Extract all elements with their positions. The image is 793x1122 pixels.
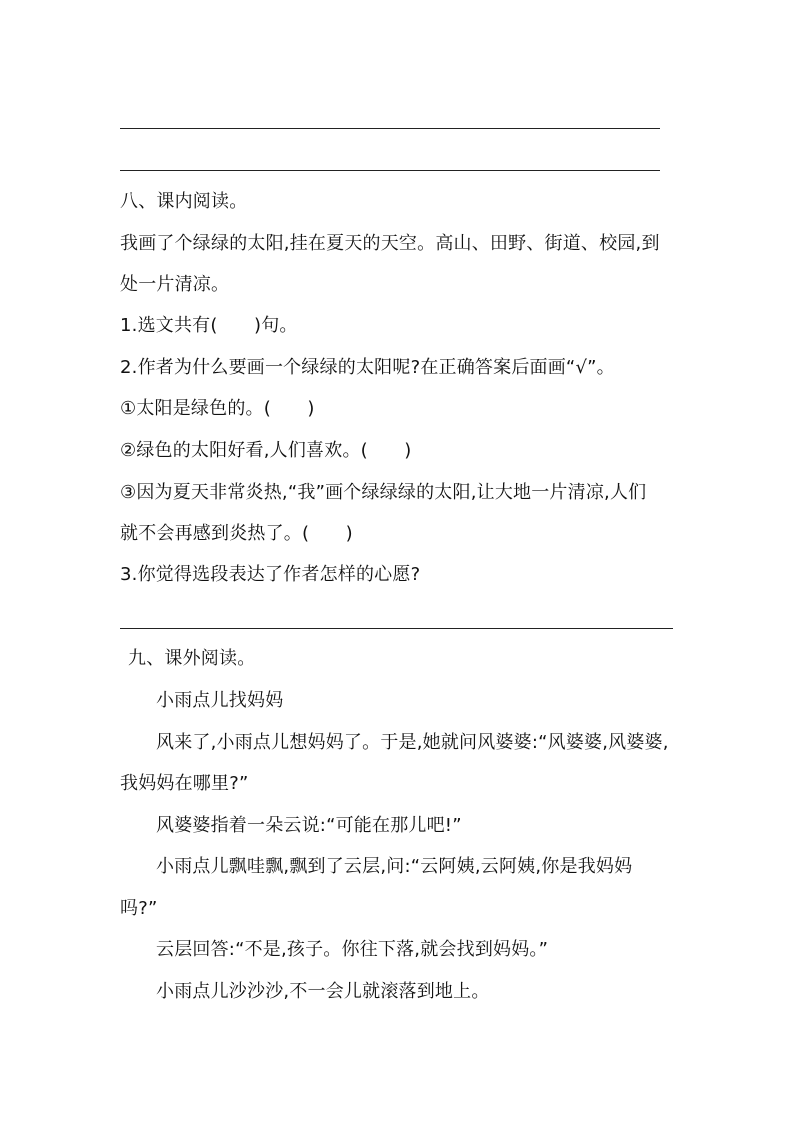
answer-line-3: [120, 628, 673, 629]
section8-heading: 八、课内阅读。: [120, 191, 248, 212]
option-2: ②绿色的太阳好看,人们喜欢。( ): [120, 440, 412, 461]
story-paragraph-3-line-1: 小雨点儿飘哇飘,飘到了云层,问:“云阿姨,云阿姨,你是我妈妈: [156, 856, 633, 877]
story-paragraph-1-line-1: 风来了,小雨点儿想妈妈了。于是,她就问风婆婆:“风婆婆,风婆婆,: [156, 732, 669, 753]
story-paragraph-4: 云层回答:“不是,孩子。你往下落,就会找到妈妈。”: [156, 939, 549, 960]
story-paragraph-3-line-2: 吗?”: [120, 898, 158, 919]
answer-line-2: [120, 170, 660, 171]
story-paragraph-2: 风婆婆指着一朵云说:“可能在那儿吧!”: [156, 815, 462, 836]
answer-line-1: [120, 128, 660, 129]
option-1: ①太阳是绿色的。( ): [120, 398, 315, 419]
section9-heading: 九、课外阅读。: [128, 648, 256, 669]
story-paragraph-5: 小雨点儿沙沙沙,不一会儿就滚落到地上。: [156, 981, 490, 1002]
section8-passage-line-1: 我画了个绿绿的太阳,挂在夏天的天空。高山、田野、街道、校园,到: [120, 233, 660, 254]
section8-passage-line-2: 处一片清凉。: [120, 274, 230, 295]
story-title: 小雨点儿找妈妈: [156, 690, 284, 711]
question-2: 2.作者为什么要画一个绿绿的太阳呢?在正确答案后面画“√”。: [120, 357, 615, 378]
option-3-line-1: ③因为夏天非常炎热,“我”画个绿绿绿的太阳,让大地一片清凉,人们: [120, 482, 647, 503]
option-3-line-2: 就不会再感到炎热了。( ): [120, 523, 353, 544]
question-1: 1.选文共有( )句。: [120, 315, 298, 336]
story-paragraph-1-line-2: 我妈妈在哪里?”: [120, 773, 249, 794]
question-3: 3.你觉得选段表达了作者怎样的心愿?: [120, 564, 421, 585]
